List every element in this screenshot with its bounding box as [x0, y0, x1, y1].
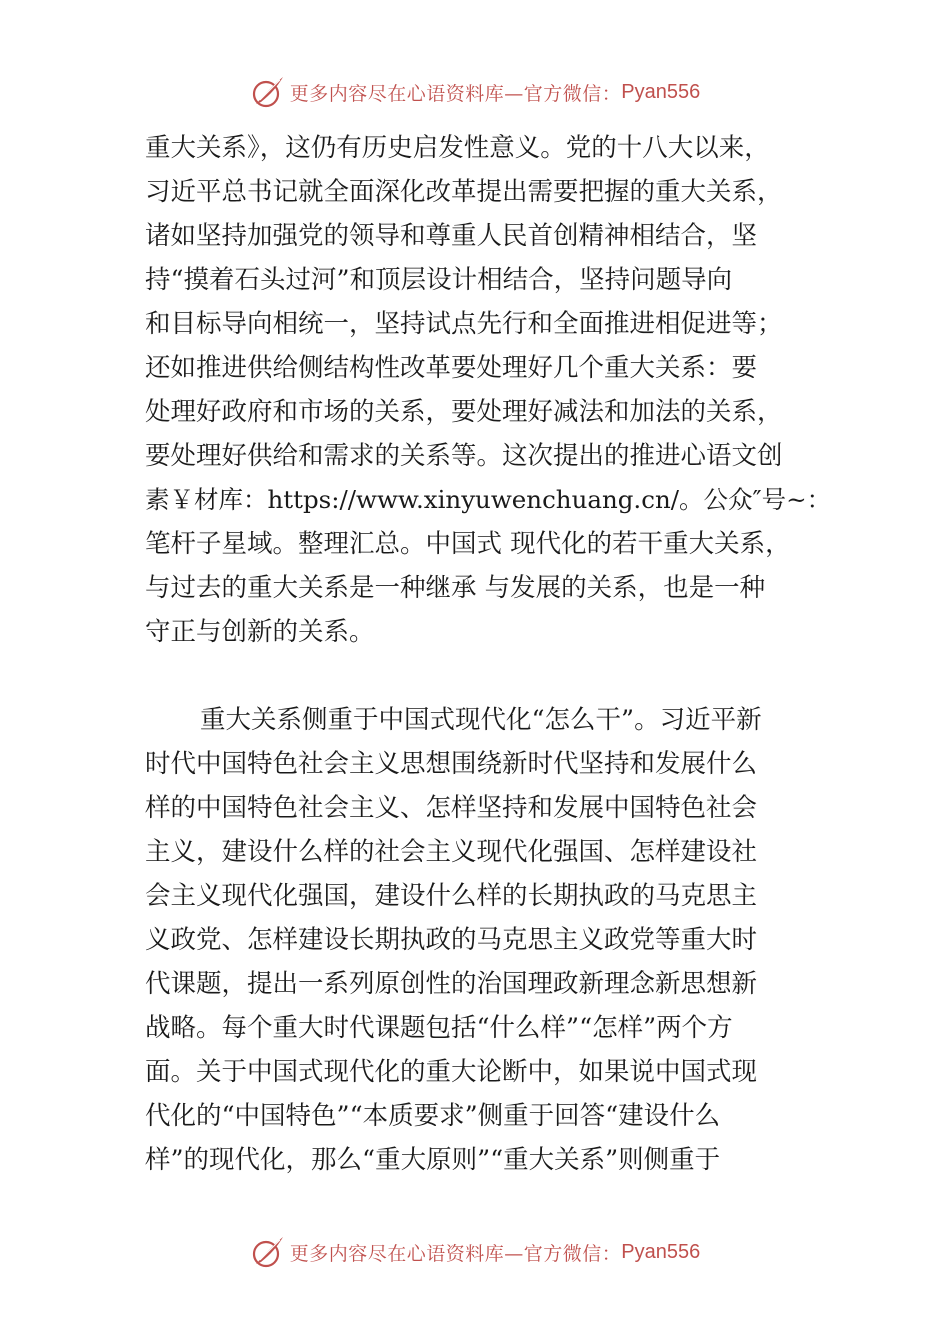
text-line: 诸如坚持加强党的领导和尊重人民首创精神相结合，坚	[145, 221, 758, 251]
text-line: 代化的“中国特色”“本质要求”侧重于回答“建设什么	[145, 1101, 721, 1131]
text-line: 会主义现代化强国，建设什么样的长期执政的马克思主	[145, 881, 758, 911]
text-line: 战略。每个重大时代课题包括“什么样”“怎样”两个方	[145, 1013, 733, 1043]
banner-text: 更多内容尽在心语资料库—官方微信：	[289, 1242, 622, 1265]
text-line: 还如推进供给侧结构性改革要处理好几个重大关系：要	[145, 353, 758, 383]
text-line: 与过去的重大关系是一种继承 与发展的关系，也是一种	[145, 573, 766, 603]
document-body	[145, 126, 835, 1182]
text-line: 习近平总书记就全面深化改革提出需要把握的重大关系，	[145, 177, 783, 207]
banner-wechat-id: Pyan556	[621, 1240, 701, 1263]
text-line: 要处理好供给和需求的关系等。这次提出的推进心语文创	[145, 441, 783, 471]
paragraph-1	[145, 126, 835, 654]
text-line: 重大关系侧重于中国式现代化“怎么干”。习近平新	[200, 705, 762, 735]
banner-wechat-id: Pyan556	[621, 80, 701, 103]
text-line: 守正与创新的关系。	[145, 617, 375, 647]
header-banner	[0, 70, 950, 114]
text-line: 义政党、怎样建设长期执政的马克思主义政党等重大时	[145, 925, 758, 955]
text-line: 主义，建设什么样的社会主义现代化强国、怎样建设社	[145, 837, 758, 867]
text-line: 面。关于中国式现代化的重大论断中，如果说中国式现	[145, 1057, 758, 1087]
text-line: 样”的现代化，那么“重大原则”“重大关系”则侧重于	[145, 1145, 721, 1175]
paragraph-gap	[145, 654, 835, 698]
footer-banner	[0, 1230, 950, 1274]
text-line: 代课题，提出一系列原创性的治国理政新理念新思想新	[145, 969, 758, 999]
text-line: 时代中国特色社会主义思想围绕新时代坚持和发展什么	[145, 749, 758, 779]
text-line: 笔杆子星域。整理汇总。中国式 现代化的若干重大关系，	[145, 529, 791, 559]
paragraph-2	[145, 698, 835, 1182]
text-line: 样的中国特色社会主义、怎样坚持和发展中国特色社会	[145, 793, 758, 823]
feather-pen-logo	[250, 1234, 286, 1270]
text-line: 和目标导向相统一，坚持试点先行和全面推进相促进等；	[145, 309, 783, 339]
text-line: 持“摸着石头过河”和顶层设计相结合，坚持问题导向	[145, 265, 733, 295]
text-line: 处理好政府和市场的关系，要处理好减法和加法的关系，	[145, 397, 783, 427]
feather-pen-logo	[250, 74, 286, 110]
text-line: 重大关系》，这仍有历史启发性意义。党的十八大以来，	[145, 133, 770, 163]
banner-text: 更多内容尽在心语资料库—官方微信：	[289, 82, 622, 105]
text-line: 素￥材库：https://www.xinyuwenchuang.cn/。公众″号~：	[145, 485, 832, 514]
